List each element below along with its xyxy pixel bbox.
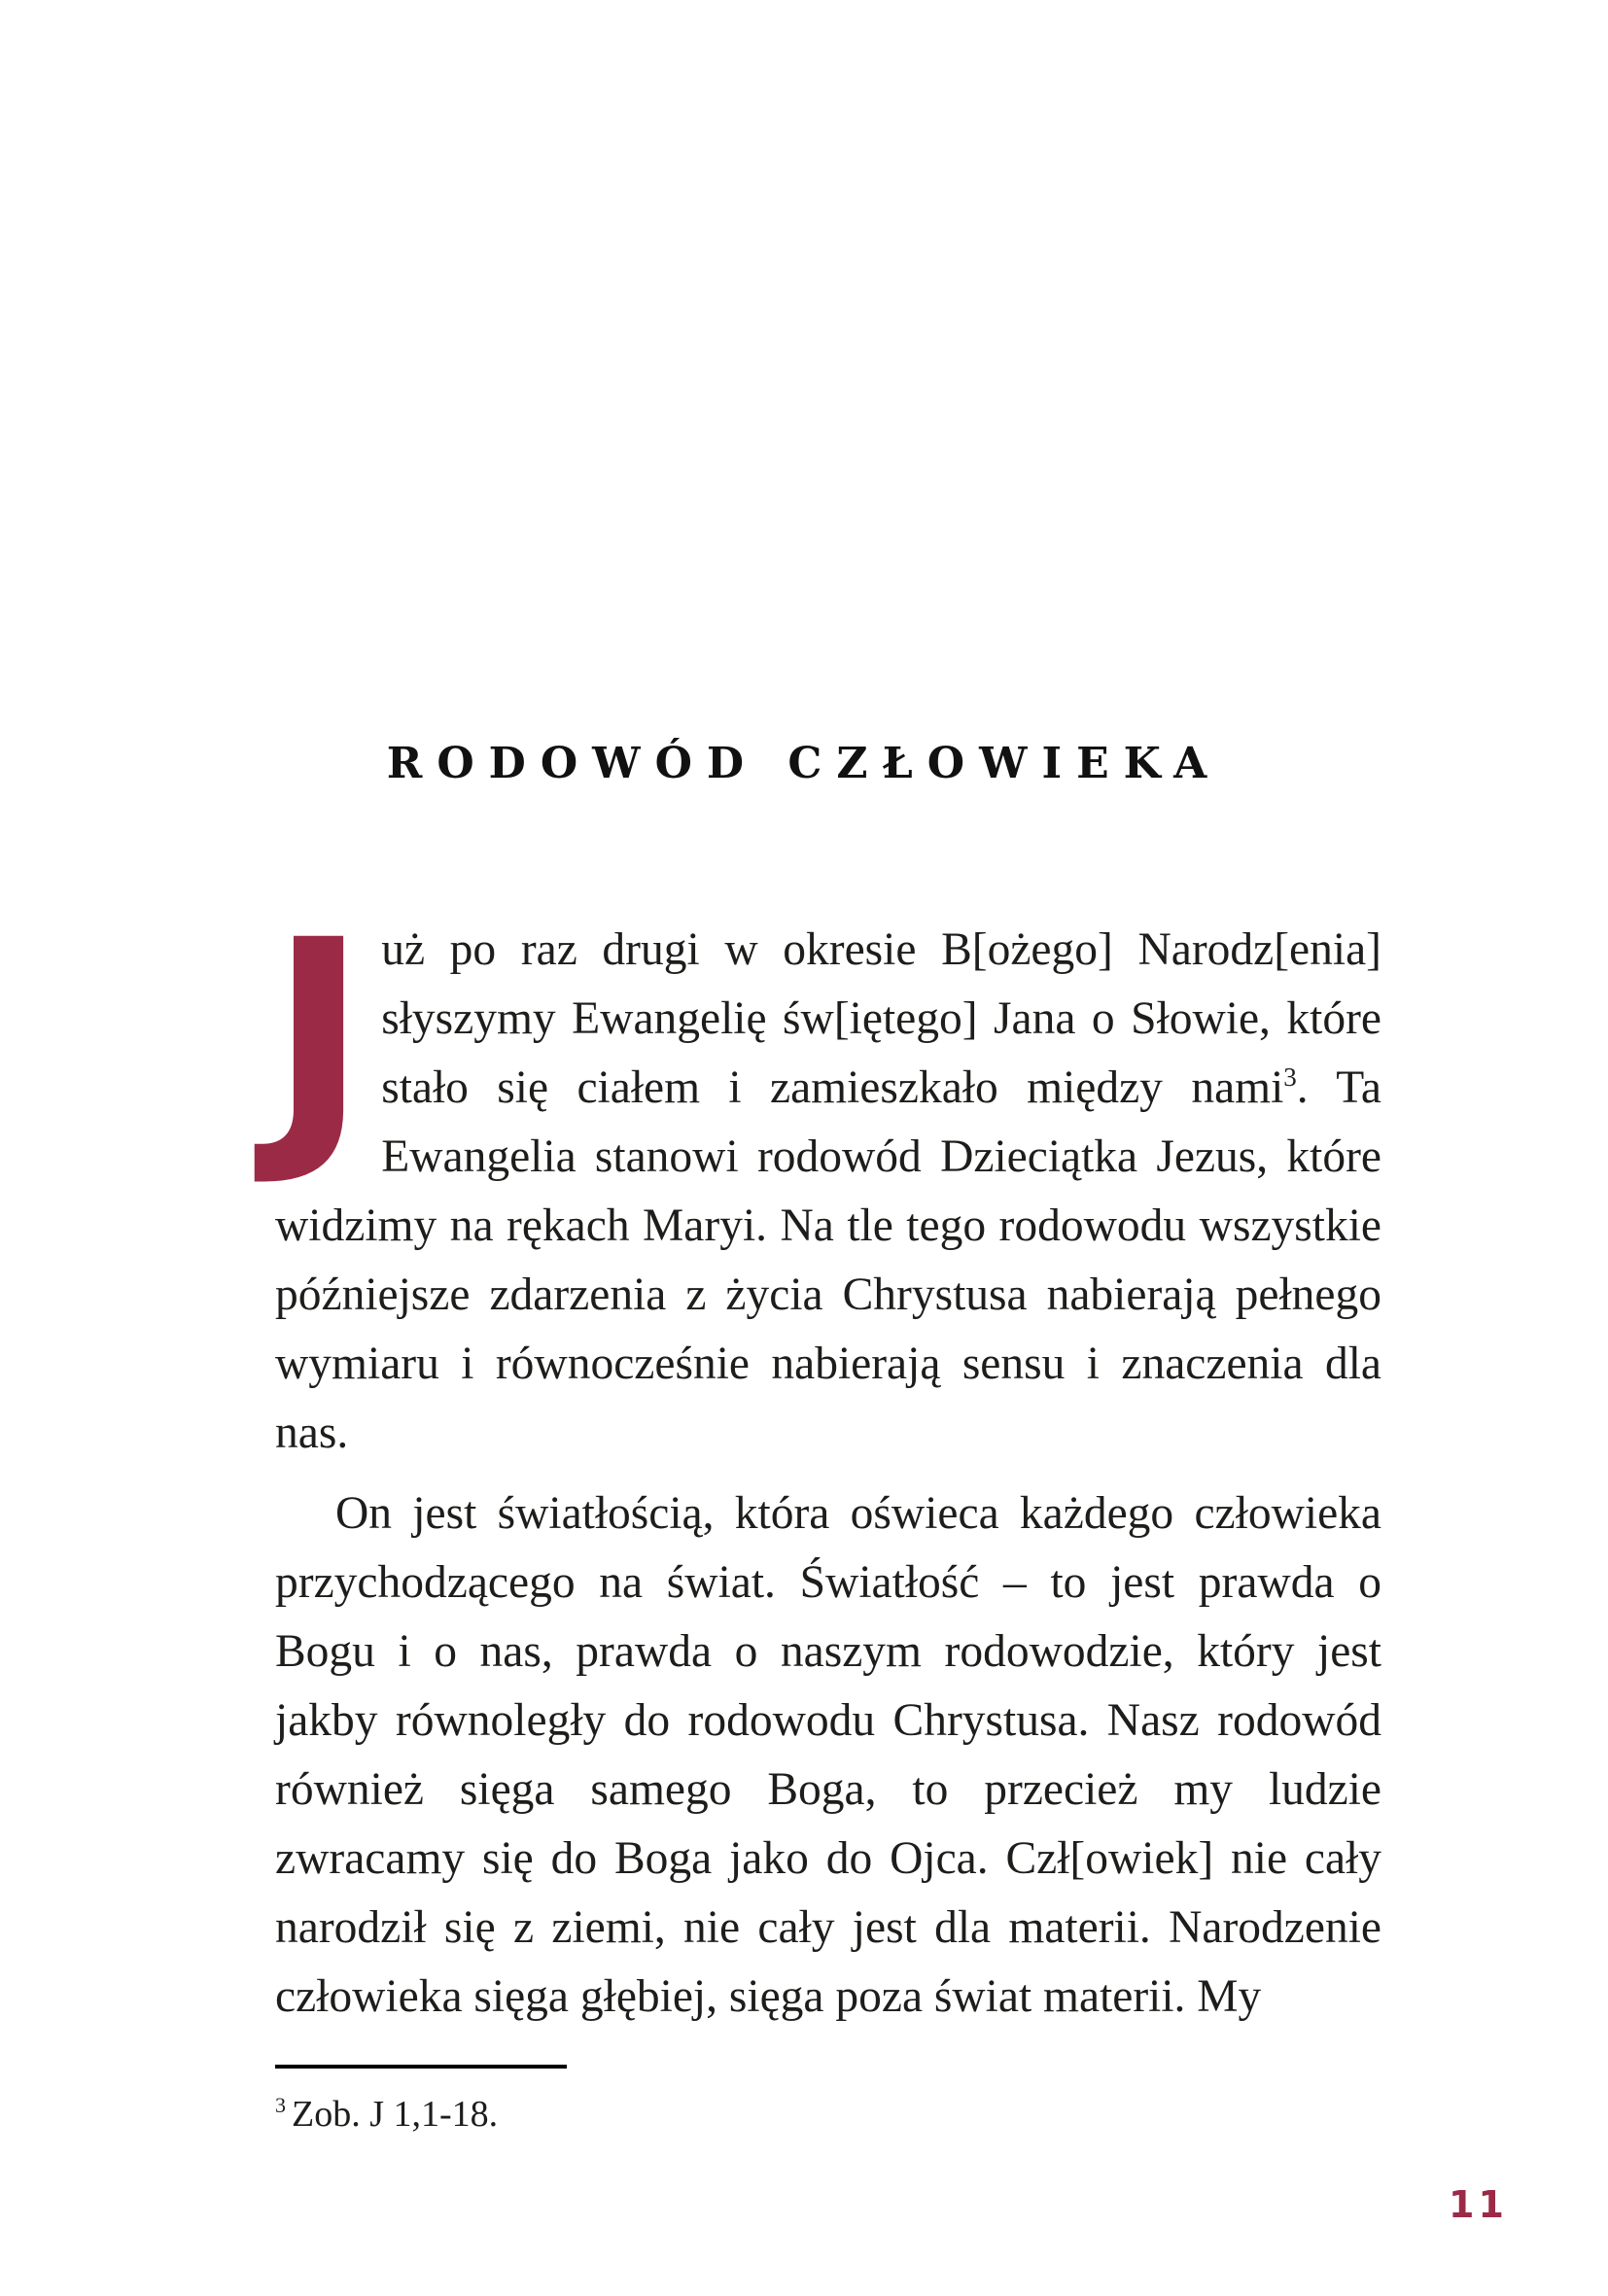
page-number: 11 (1449, 2183, 1508, 2226)
footnote-text: Zob. J 1,1-18. (292, 2094, 499, 2135)
paragraph-2: On jest światłością, która oświeca każdego człowieka przychodzącego na świat. Światłość – to jest prawda o Bogu i o nas, prawda o naszym rodowodzie, który jest jakby równoległy do rodowodu Chrystusa. Nasz rodowód również sięga samego Boga, to przecież my ludzie zwracamy się do Boga jako do Ojca. Czł[owiek] nie cały narodził się z ziemi, nie cały jest dla materii. Narodzenie człowieka sięga głębiej, sięga poza świat materii. My (275, 1488, 1381, 2022)
footnote-number: 3 (275, 2093, 286, 2118)
paragraph-1 (269, 885, 1381, 1468)
paragraph-1-text-continued: . Ta Ewangelia stanowi rodowód Dzieciątka Jezus, które widzimy na rękach Maryi. Na tle tego rodowodu wszystkie późniejsze zdarzenia z życia Chrystusa nabierają pełnego wymiaru i równocześnie nabierają sensu i znaczenia dla nas. (275, 1062, 1381, 1458)
footnote (275, 2090, 1381, 2139)
footnote-divider (275, 2065, 567, 2069)
footnote-reference[interactable]: 3 (1283, 1062, 1297, 1093)
chapter-title: RODOWÓD CZŁOWIEKA (386, 739, 1222, 788)
drop-cap: J (269, 885, 368, 1192)
paragraph-1-text: uż po raz drugi w okresie B[ożego] Narodz[enia] słyszymy Ewangelię św[iętego] Jana o Słowie, które stało się ciałem i zamieszkało między nami (381, 924, 1381, 1113)
body-text (269, 885, 1381, 2032)
